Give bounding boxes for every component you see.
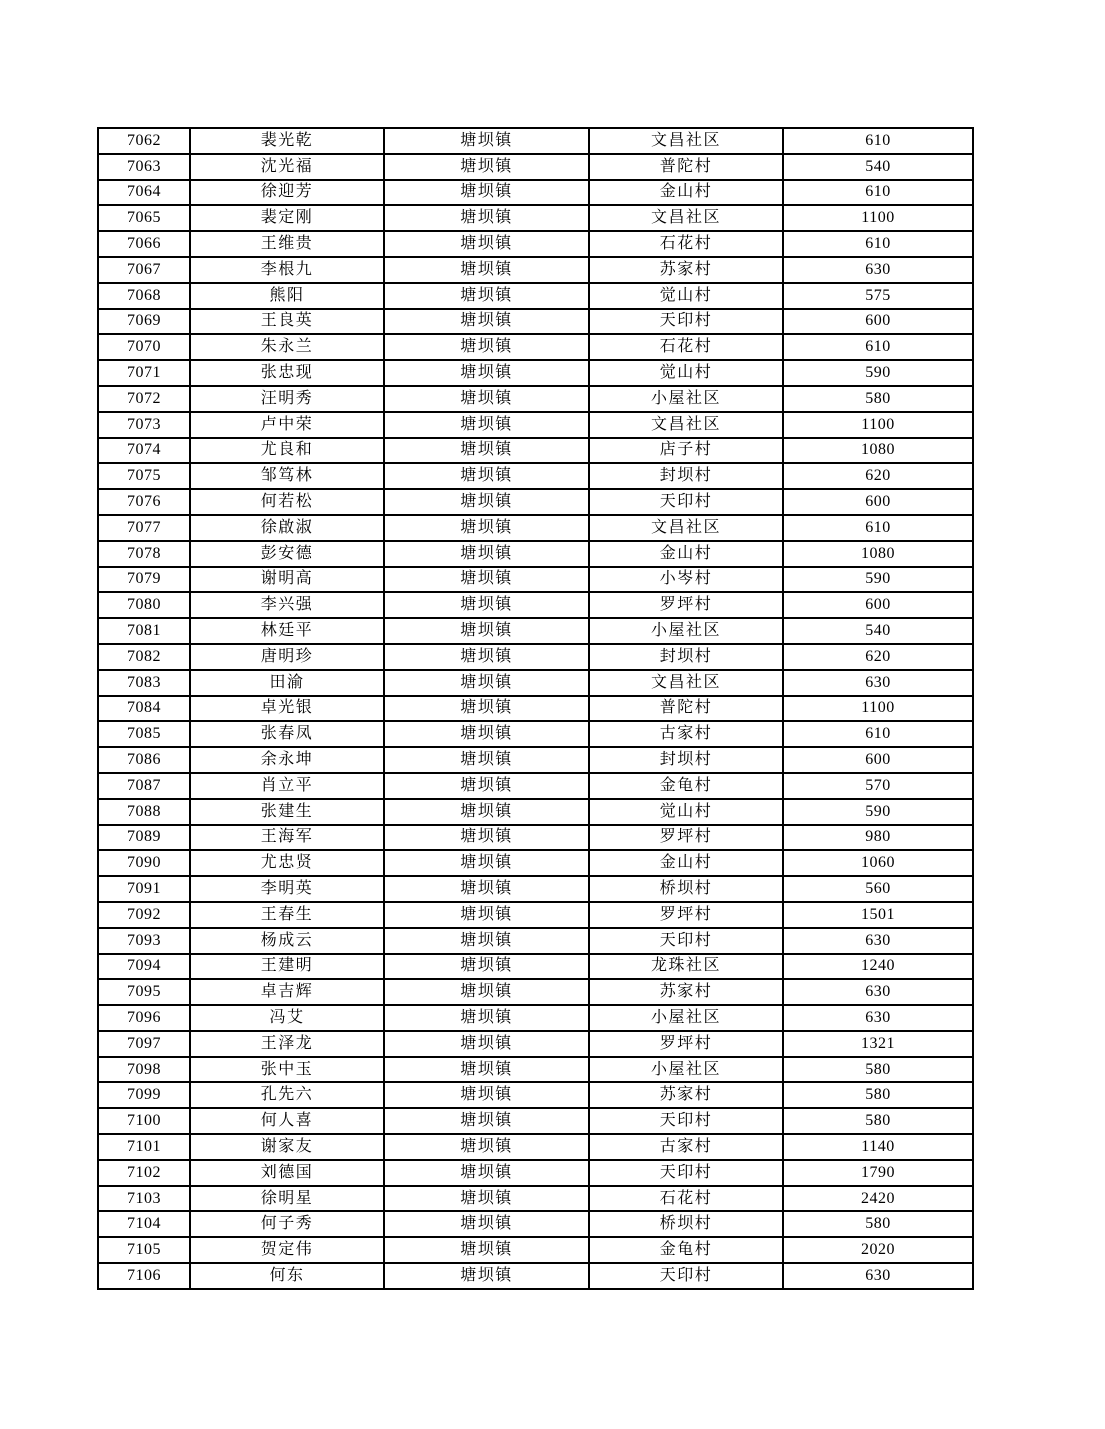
- id-cell: 7065: [98, 205, 190, 231]
- name-cell: 杨成云: [190, 928, 384, 954]
- name-cell: 熊阳: [190, 283, 384, 309]
- town-cell: 塘坝镇: [384, 1005, 589, 1031]
- name-cell: 唐明珍: [190, 644, 384, 670]
- town-cell: 塘坝镇: [384, 412, 589, 438]
- village-cell: 金龟村: [589, 1237, 783, 1263]
- town-cell: 塘坝镇: [384, 670, 589, 696]
- town-cell: 塘坝镇: [384, 644, 589, 670]
- town-cell: 塘坝镇: [384, 1263, 589, 1289]
- id-cell: 7074: [98, 438, 190, 464]
- id-cell: 7064: [98, 180, 190, 206]
- village-cell: 龙珠社区: [589, 954, 783, 980]
- table-row: [98, 773, 973, 799]
- town-cell: 塘坝镇: [384, 1108, 589, 1134]
- table-row: [98, 876, 973, 902]
- amount-cell: 540: [783, 618, 973, 644]
- name-cell: 卓吉辉: [190, 979, 384, 1005]
- village-cell: 石花村: [589, 334, 783, 360]
- name-cell: 张建生: [190, 799, 384, 825]
- table-row: [98, 825, 973, 851]
- town-cell: 塘坝镇: [384, 954, 589, 980]
- id-cell: 7076: [98, 489, 190, 515]
- name-cell: 谢明高: [190, 567, 384, 593]
- village-cell: 封坝村: [589, 644, 783, 670]
- town-cell: 塘坝镇: [384, 1186, 589, 1212]
- table-row: [98, 541, 973, 567]
- id-cell: 7098: [98, 1057, 190, 1083]
- village-cell: 觉山村: [589, 799, 783, 825]
- id-cell: 7091: [98, 876, 190, 902]
- table-row: [98, 1237, 973, 1263]
- town-cell: 塘坝镇: [384, 696, 589, 722]
- id-cell: 7084: [98, 696, 190, 722]
- id-cell: 7080: [98, 592, 190, 618]
- amount-cell: 580: [783, 1057, 973, 1083]
- town-cell: 塘坝镇: [384, 205, 589, 231]
- name-cell: 朱永兰: [190, 334, 384, 360]
- amount-cell: 2020: [783, 1237, 973, 1263]
- id-cell: 7093: [98, 928, 190, 954]
- town-cell: 塘坝镇: [384, 231, 589, 257]
- name-cell: 徐啟淑: [190, 515, 384, 541]
- village-cell: 天印村: [589, 1108, 783, 1134]
- id-cell: 7079: [98, 567, 190, 593]
- name-cell: 何子秀: [190, 1211, 384, 1237]
- village-cell: 天印村: [589, 928, 783, 954]
- village-cell: 小岑村: [589, 567, 783, 593]
- name-cell: 王海军: [190, 825, 384, 851]
- id-cell: 7068: [98, 283, 190, 309]
- village-cell: 桥坝村: [589, 1211, 783, 1237]
- town-cell: 塘坝镇: [384, 386, 589, 412]
- village-cell: 文昌社区: [589, 515, 783, 541]
- id-cell: 7078: [98, 541, 190, 567]
- id-cell: 7086: [98, 747, 190, 773]
- id-cell: 7104: [98, 1211, 190, 1237]
- id-cell: 7069: [98, 309, 190, 335]
- amount-cell: 630: [783, 670, 973, 696]
- town-cell: 塘坝镇: [384, 360, 589, 386]
- village-cell: 店子村: [589, 438, 783, 464]
- amount-cell: 575: [783, 283, 973, 309]
- name-cell: 刘德国: [190, 1160, 384, 1186]
- village-cell: 罗坪村: [589, 1031, 783, 1057]
- amount-cell: 1060: [783, 850, 973, 876]
- amount-cell: 630: [783, 1005, 973, 1031]
- amount-cell: 610: [783, 180, 973, 206]
- name-cell: 卓光银: [190, 696, 384, 722]
- table-row: [98, 231, 973, 257]
- amount-cell: 600: [783, 309, 973, 335]
- table-row: [98, 928, 973, 954]
- name-cell: 王良英: [190, 309, 384, 335]
- table-row: [98, 1160, 973, 1186]
- name-cell: 汪明秀: [190, 386, 384, 412]
- table-row: [98, 696, 973, 722]
- table-row: [98, 1082, 973, 1108]
- amount-cell: 580: [783, 386, 973, 412]
- village-cell: 文昌社区: [589, 205, 783, 231]
- name-cell: 裴定刚: [190, 205, 384, 231]
- amount-cell: 610: [783, 515, 973, 541]
- name-cell: 肖立平: [190, 773, 384, 799]
- village-cell: 天印村: [589, 1160, 783, 1186]
- amount-cell: 610: [783, 128, 973, 154]
- name-cell: 沈光福: [190, 154, 384, 180]
- town-cell: 塘坝镇: [384, 283, 589, 309]
- table-row: [98, 489, 973, 515]
- village-cell: 小屋社区: [589, 1057, 783, 1083]
- amount-cell: 1080: [783, 541, 973, 567]
- village-cell: 金山村: [589, 541, 783, 567]
- id-cell: 7083: [98, 670, 190, 696]
- village-cell: 石花村: [589, 231, 783, 257]
- id-cell: 7106: [98, 1263, 190, 1289]
- id-cell: 7090: [98, 850, 190, 876]
- name-cell: 孔先六: [190, 1082, 384, 1108]
- name-cell: 余永坤: [190, 747, 384, 773]
- id-cell: 7082: [98, 644, 190, 670]
- id-cell: 7095: [98, 979, 190, 1005]
- id-cell: 7067: [98, 257, 190, 283]
- id-cell: 7101: [98, 1134, 190, 1160]
- town-cell: 塘坝镇: [384, 1237, 589, 1263]
- id-cell: 7099: [98, 1082, 190, 1108]
- table-row: [98, 128, 973, 154]
- town-cell: 塘坝镇: [384, 825, 589, 851]
- village-cell: 天印村: [589, 309, 783, 335]
- amount-cell: 1790: [783, 1160, 973, 1186]
- amount-cell: 590: [783, 567, 973, 593]
- amount-cell: 590: [783, 360, 973, 386]
- town-cell: 塘坝镇: [384, 721, 589, 747]
- name-cell: 徐迎芳: [190, 180, 384, 206]
- town-cell: 塘坝镇: [384, 799, 589, 825]
- id-cell: 7096: [98, 1005, 190, 1031]
- id-cell: 7071: [98, 360, 190, 386]
- name-cell: 尤良和: [190, 438, 384, 464]
- amount-cell: 980: [783, 825, 973, 851]
- amount-cell: 1100: [783, 205, 973, 231]
- village-cell: 文昌社区: [589, 412, 783, 438]
- id-cell: 7081: [98, 618, 190, 644]
- village-cell: 封坝村: [589, 463, 783, 489]
- name-cell: 王维贵: [190, 231, 384, 257]
- id-cell: 7103: [98, 1186, 190, 1212]
- id-cell: 7092: [98, 902, 190, 928]
- id-cell: 7075: [98, 463, 190, 489]
- table-row: [98, 180, 973, 206]
- town-cell: 塘坝镇: [384, 334, 589, 360]
- name-cell: 张中玉: [190, 1057, 384, 1083]
- village-cell: 普陀村: [589, 154, 783, 180]
- table-row: [98, 954, 973, 980]
- village-cell: 桥坝村: [589, 876, 783, 902]
- name-cell: 李明英: [190, 876, 384, 902]
- id-cell: 7094: [98, 954, 190, 980]
- town-cell: 塘坝镇: [384, 1031, 589, 1057]
- table-row: [98, 850, 973, 876]
- amount-cell: 2420: [783, 1186, 973, 1212]
- amount-cell: 1321: [783, 1031, 973, 1057]
- amount-cell: 580: [783, 1108, 973, 1134]
- amount-cell: 1100: [783, 412, 973, 438]
- amount-cell: 620: [783, 463, 973, 489]
- table-row: [98, 902, 973, 928]
- table-row: [98, 1108, 973, 1134]
- table-row: [98, 567, 973, 593]
- id-cell: 7100: [98, 1108, 190, 1134]
- town-cell: 塘坝镇: [384, 567, 589, 593]
- amount-cell: 600: [783, 747, 973, 773]
- amount-cell: 580: [783, 1211, 973, 1237]
- id-cell: 7072: [98, 386, 190, 412]
- table-row: [98, 1134, 973, 1160]
- amount-cell: 1140: [783, 1134, 973, 1160]
- amount-cell: 620: [783, 644, 973, 670]
- id-cell: 7089: [98, 825, 190, 851]
- name-cell: 李根九: [190, 257, 384, 283]
- village-cell: 古家村: [589, 1134, 783, 1160]
- name-cell: 裴光乾: [190, 128, 384, 154]
- village-cell: 古家村: [589, 721, 783, 747]
- table-row: [98, 386, 973, 412]
- amount-cell: 1240: [783, 954, 973, 980]
- amount-cell: 1501: [783, 902, 973, 928]
- town-cell: 塘坝镇: [384, 463, 589, 489]
- table-row: [98, 721, 973, 747]
- name-cell: 彭安德: [190, 541, 384, 567]
- village-cell: 苏家村: [589, 979, 783, 1005]
- village-cell: 觉山村: [589, 360, 783, 386]
- table-row: [98, 1263, 973, 1289]
- village-cell: 罗坪村: [589, 592, 783, 618]
- id-cell: 7088: [98, 799, 190, 825]
- village-cell: 封坝村: [589, 747, 783, 773]
- id-cell: 7070: [98, 334, 190, 360]
- table-row: [98, 205, 973, 231]
- amount-cell: 630: [783, 1263, 973, 1289]
- name-cell: 林廷平: [190, 618, 384, 644]
- amount-cell: 590: [783, 799, 973, 825]
- village-cell: 文昌社区: [589, 128, 783, 154]
- village-cell: 罗坪村: [589, 825, 783, 851]
- table-row: [98, 670, 973, 696]
- table-row: [98, 618, 973, 644]
- town-cell: 塘坝镇: [384, 309, 589, 335]
- town-cell: 塘坝镇: [384, 438, 589, 464]
- town-cell: 塘坝镇: [384, 618, 589, 644]
- table-row: [98, 747, 973, 773]
- table-row: [98, 438, 973, 464]
- name-cell: 王春生: [190, 902, 384, 928]
- name-cell: 贺定伟: [190, 1237, 384, 1263]
- table-row: [98, 412, 973, 438]
- id-cell: 7062: [98, 128, 190, 154]
- table-row: [98, 1031, 973, 1057]
- table-row: [98, 309, 973, 335]
- name-cell: 张春凤: [190, 721, 384, 747]
- amount-cell: 1080: [783, 438, 973, 464]
- table-row: [98, 799, 973, 825]
- table-row: [98, 1186, 973, 1212]
- village-cell: 觉山村: [589, 283, 783, 309]
- amount-cell: 610: [783, 334, 973, 360]
- amount-cell: 570: [783, 773, 973, 799]
- town-cell: 塘坝镇: [384, 128, 589, 154]
- table-row: [98, 154, 973, 180]
- town-cell: 塘坝镇: [384, 541, 589, 567]
- town-cell: 塘坝镇: [384, 1211, 589, 1237]
- town-cell: 塘坝镇: [384, 979, 589, 1005]
- village-cell: 小屋社区: [589, 386, 783, 412]
- name-cell: 尤忠贤: [190, 850, 384, 876]
- id-cell: 7097: [98, 1031, 190, 1057]
- village-cell: 普陀村: [589, 696, 783, 722]
- amount-cell: 630: [783, 928, 973, 954]
- name-cell: 何东: [190, 1263, 384, 1289]
- amount-cell: 610: [783, 721, 973, 747]
- name-cell: 张忠现: [190, 360, 384, 386]
- town-cell: 塘坝镇: [384, 180, 589, 206]
- town-cell: 塘坝镇: [384, 1160, 589, 1186]
- table-row: [98, 334, 973, 360]
- name-cell: 田渝: [190, 670, 384, 696]
- table-row: [98, 463, 973, 489]
- town-cell: 塘坝镇: [384, 1057, 589, 1083]
- amount-cell: 560: [783, 876, 973, 902]
- town-cell: 塘坝镇: [384, 515, 589, 541]
- town-cell: 塘坝镇: [384, 876, 589, 902]
- town-cell: 塘坝镇: [384, 747, 589, 773]
- town-cell: 塘坝镇: [384, 928, 589, 954]
- table-row: [98, 644, 973, 670]
- amount-cell: 630: [783, 257, 973, 283]
- village-cell: 苏家村: [589, 257, 783, 283]
- town-cell: 塘坝镇: [384, 592, 589, 618]
- village-cell: 天印村: [589, 489, 783, 515]
- id-cell: 7066: [98, 231, 190, 257]
- town-cell: 塘坝镇: [384, 154, 589, 180]
- village-cell: 小屋社区: [589, 618, 783, 644]
- village-cell: 金山村: [589, 180, 783, 206]
- amount-cell: 1100: [783, 696, 973, 722]
- town-cell: 塘坝镇: [384, 1082, 589, 1108]
- amount-cell: 600: [783, 489, 973, 515]
- amount-cell: 610: [783, 231, 973, 257]
- table-row: [98, 592, 973, 618]
- id-cell: 7063: [98, 154, 190, 180]
- name-cell: 李兴强: [190, 592, 384, 618]
- amount-cell: 580: [783, 1082, 973, 1108]
- village-cell: 文昌社区: [589, 670, 783, 696]
- table-row: [98, 1057, 973, 1083]
- records-table: [97, 127, 974, 1290]
- village-cell: 罗坪村: [589, 902, 783, 928]
- village-cell: 苏家村: [589, 1082, 783, 1108]
- table-row: [98, 257, 973, 283]
- name-cell: 何人喜: [190, 1108, 384, 1134]
- id-cell: 7077: [98, 515, 190, 541]
- id-cell: 7102: [98, 1160, 190, 1186]
- id-cell: 7073: [98, 412, 190, 438]
- village-cell: 天印村: [589, 1263, 783, 1289]
- town-cell: 塘坝镇: [384, 773, 589, 799]
- name-cell: 徐明星: [190, 1186, 384, 1212]
- name-cell: 何若松: [190, 489, 384, 515]
- village-cell: 金山村: [589, 850, 783, 876]
- name-cell: 冯艾: [190, 1005, 384, 1031]
- town-cell: 塘坝镇: [384, 257, 589, 283]
- name-cell: 谢家友: [190, 1134, 384, 1160]
- table-row: [98, 1211, 973, 1237]
- table-row: [98, 979, 973, 1005]
- amount-cell: 600: [783, 592, 973, 618]
- town-cell: 塘坝镇: [384, 902, 589, 928]
- village-cell: 小屋社区: [589, 1005, 783, 1031]
- village-cell: 金龟村: [589, 773, 783, 799]
- table-row: [98, 283, 973, 309]
- amount-cell: 630: [783, 979, 973, 1005]
- records-table-body: [98, 128, 973, 1289]
- name-cell: 王泽龙: [190, 1031, 384, 1057]
- town-cell: 塘坝镇: [384, 489, 589, 515]
- amount-cell: 540: [783, 154, 973, 180]
- town-cell: 塘坝镇: [384, 850, 589, 876]
- table-row: [98, 1005, 973, 1031]
- name-cell: 邹笃林: [190, 463, 384, 489]
- table-row: [98, 360, 973, 386]
- id-cell: 7105: [98, 1237, 190, 1263]
- name-cell: 卢中荣: [190, 412, 384, 438]
- id-cell: 7087: [98, 773, 190, 799]
- name-cell: 王建明: [190, 954, 384, 980]
- table-row: [98, 515, 973, 541]
- village-cell: 石花村: [589, 1186, 783, 1212]
- town-cell: 塘坝镇: [384, 1134, 589, 1160]
- id-cell: 7085: [98, 721, 190, 747]
